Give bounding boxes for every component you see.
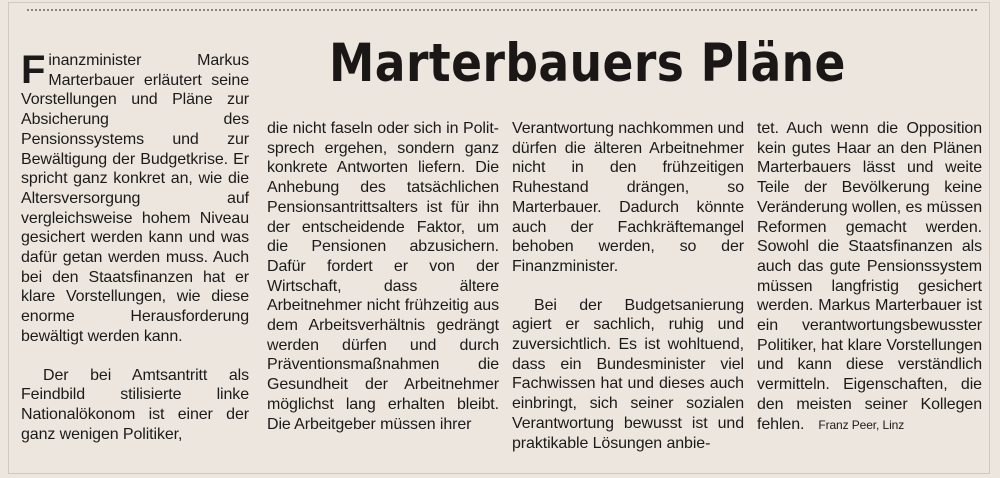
dotted-rule <box>27 9 977 11</box>
paragraph-1 <box>21 48 249 347</box>
author-signature: Franz Peer, Linz <box>818 417 905 432</box>
newspaper-clipping <box>8 2 990 474</box>
paragraph-1-text: inanzminister Markus Marterbauer erläutert seine Vorstellungen und Pläne zur Absicherung des Pensionssystems und zur Bewältigung der Budgetkrise. Er spricht ganz konkret an, wie die Altersversorgung auf vergleichsweise hohem Niveau gesichert werden kann und was dafür getan werden muss. Auch bei den Staatsfinanzen hat er klare Vorstellungen, wie diese enorme Herausforderung bewältigt werden kann. <box>21 52 249 345</box>
paragraph-2-end: Verantwortung nachkommen und dürfen die älteren Arbeitnehmer nicht in den frühzeitigen Ruhestand drängen, so Marterbauer. Dadurch könnte auch der Fachkräftemangel behoben werden, so der Finanzminister. <box>512 120 745 275</box>
article-headline: Marterbauers Pläne <box>329 33 846 94</box>
paragraph-3-end <box>757 119 982 435</box>
text-column-4 <box>757 119 982 435</box>
text-column-2 <box>267 119 499 434</box>
drop-cap: F <box>21 48 46 92</box>
paragraph-3-start: Bei der Budgetsanierung agiert er sachlich, ruhig und zuversichtlich. Es ist wohltuend, dass ein Bundesminister viel Fachwissen hat und dieses auch einbringt, sich seiner sozialen Verantwortung bewusst ist und praktikable Lösungen anbie- <box>512 296 744 452</box>
paragraph-2-start: Der bei Amtsantritt als Feindbild stilisierte linke Nationalökonom ist einer der ganz wenigen Politiker, <box>21 366 249 443</box>
text-column-1 <box>21 48 249 444</box>
paragraph-3-end-text: tet. Auch wenn die Opposition kein gutes Haar an den Plänen Marterbauers lässt und weite Teile der Bevölkerung keine Veränderung wollen, es müssen Reformen gemacht werden. Sowohl die Staatsfinanzen als auch das gute Pensionssystem müssen langfristig gesichert werden. Markus Marterbauer ist ein verantwortungsbewusster Politiker, hat klare Vorstellungen und kann diese verständlich vermitteln. Eigenschaften, die den meisten seiner Kollegen fehlen. <box>757 120 982 433</box>
text-column-3 <box>512 119 744 453</box>
paragraph-2-continued: die nicht faseln oder sich in Politsprech ergehen, sondern ganz konkrete Antworten liefern. Die Anhebung des tatsächlichen Pensionsantrittsalters ist für ihn der entscheidende Faktor, um die Pensionen abzusichern. Dafür fordert er von der Wirtschaft, dass ältere Arbeitnehmer nicht frühzeitig aus dem Arbeitsverhältnis gedrängt werden dürfen und durch Präventionsmaßnahmen die Gesundheit der Arbeitnehmer möglichst lang erhalten bleibt. Die Arbeitgeber müssen ihrer <box>267 120 499 433</box>
